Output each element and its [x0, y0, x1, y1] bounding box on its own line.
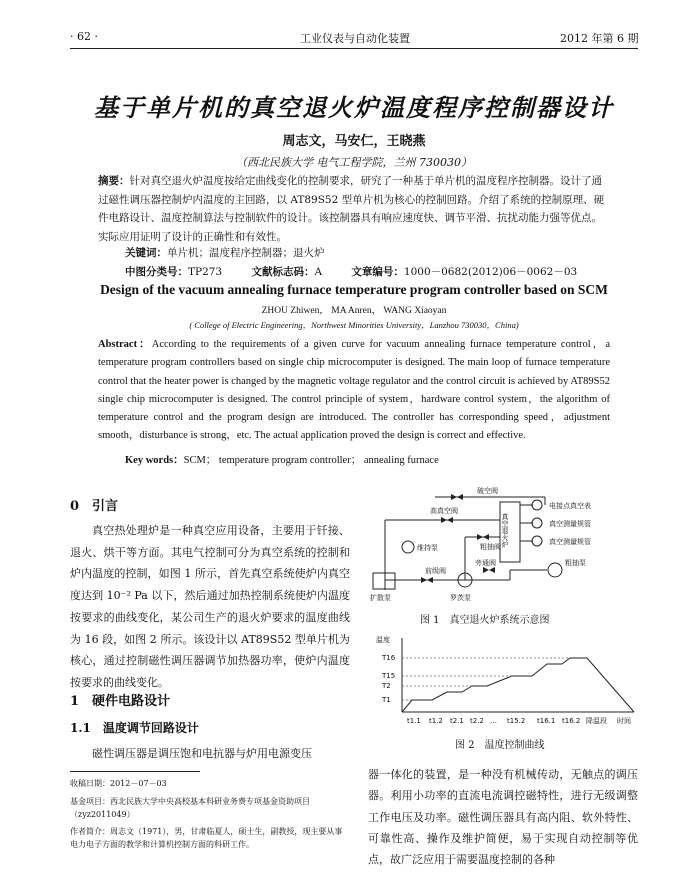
journal-name: 工业仪表与自动化装置 — [300, 32, 410, 45]
label-rough-pump: 粗抽泵 — [565, 559, 586, 567]
footnote-fund: 基金项目：西北民族大学中央高校基本科研业务费专项基金资助项目（zyz2011049） — [70, 797, 310, 819]
fig2-xtick-6: t16.1 — [537, 717, 556, 725]
issue-label: 2012 年第 6 期 — [560, 32, 639, 45]
keywords-cn — [125, 245, 325, 260]
footnote-rule — [70, 771, 200, 772]
clc-value: TP273 — [188, 266, 223, 278]
abstract-cn — [98, 172, 610, 246]
fig2-xlabel: 时间 — [617, 717, 631, 725]
paper-title: 基于单片机的真空退火炉温度程序控制器设计 — [94, 93, 614, 122]
abstract-en-label: Abstract： — [98, 339, 152, 350]
classification — [125, 264, 625, 279]
fig2-xtick-4: … — [490, 717, 497, 725]
fig2-ytick-t1: T1 — [382, 696, 391, 704]
label-roots-pump: 罗茨泵 — [450, 594, 471, 602]
authors-en: ZHOU Zhiwen， MA Anren， WANG Xiaoyan — [261, 306, 447, 316]
figure-1-diagram — [365, 485, 640, 610]
right-column-text: 器一体化的装置，是一种没有机械传动，无触点的调压器。利用小功率的直流电流调控磁特性，进行无级调整工作电压及功率。磁性调压器具有高内阻、软外特性、可靠性高、操作及维护简便，易于实现自动控制等优点，故广泛应用于需要温度控制的各种 — [368, 768, 638, 867]
intro-paragraph: 真空热处理炉是一种真空应用设备，主要用于钎接、退火、烘干等方面。其电气控制可分为真空系统的控制和炉内温度的控制，如图 1 所示，首先真空系统使炉内真空度达到 10⁻² Pa 以下，然后通过加热控制系统使炉内温度按要求的曲线变化，某公司生产的退火炉要求的温度曲线为 16 段，如图 2 所示。该设计以 AT89S52 型单片机为核心，通过控制磁性调压器调节加热器功率，使炉内温度按要求的曲线变化。 — [70, 524, 350, 689]
figure-1-caption: 图 1 真空退火炉系统示意图 — [420, 615, 550, 626]
temperature-curve — [402, 658, 634, 712]
label-bypass-valve: 破空阀 — [477, 487, 498, 495]
section-1-1-heading: 1.1 温度调节回路设计 — [70, 721, 199, 735]
abstract-en-text: According to the requirements of a given curve for vacuum annealing furnace temperature control，a temperature program controllers based on single chip microcomputer is designed. The main loop of furnace temperature control that the heater power is changed by the magnetic voltage regulator and the control circuit is achieved by AT89S52 single chip microcomputer is designed. The control principle of system，hardware control system，the algorithm of temperature control and the program design are introduced. The controller has corresponding speed，adjustment smooth，disturbance is strong，etc. The actual application proved the design is correct and effective. — [98, 339, 610, 442]
fig2-ylabel: 温度 — [376, 636, 390, 644]
doc-label: 文献标志码： — [251, 266, 315, 278]
label-bypass: 旁通阀 — [475, 559, 496, 567]
figure-2-caption: 图 2 温度控制曲线 — [455, 740, 545, 751]
fig2-xtick-7: t16.2 — [562, 717, 581, 725]
header-rule — [70, 48, 638, 49]
page-number: · 62 · — [70, 30, 98, 43]
keywords-en-text: SCM； temperature program controller； annealing furnace — [183, 455, 439, 466]
fig2-xtick-5: t15.2 — [507, 717, 526, 725]
authors: 周志文，马安仁，王晓燕 — [282, 134, 426, 149]
label-furnace: 真空退火炉 — [501, 513, 509, 548]
label-fore-valve: 前级阀 — [425, 567, 446, 575]
fig2-descent-label: 降温段 — [586, 717, 607, 725]
footnote-received: 收稿日期：2012－07－03 — [70, 779, 167, 788]
label-vac-meter-2: 真空测量规管 — [549, 538, 591, 546]
fig2-xtick-2: t2.1 — [450, 717, 464, 725]
doc-value: A — [314, 266, 323, 278]
keywords-cn-text: 单片机；温度程序控制器；退火炉 — [167, 247, 325, 259]
footnote-author: 作者简介：周志文（1971），男，甘肃临夏人，硕士生，副教授，现主要从事电力电子方面的教学和计算机控制方面的科研工作。 — [70, 827, 343, 849]
label-rough-valve: 粗抽阀 — [480, 543, 501, 551]
section-0-heading: 0 引言 — [70, 499, 119, 514]
label-high-vac-valve: 高真空阀 — [430, 507, 458, 515]
abstract-cn-label: 摘要： — [98, 175, 130, 187]
article-value: 1000－0682(2012)06－0062－03 — [403, 266, 578, 278]
keywords-en — [125, 452, 439, 467]
article-label: 文章编号： — [351, 266, 404, 278]
affiliation: （西北民族大学 电气工程学院，兰州 730030） — [236, 156, 472, 169]
fig2-ytick-t2: T2 — [382, 682, 391, 690]
fig2-xtick-1: t1.2 — [429, 717, 443, 725]
label-maint-pump: 维持泵 — [417, 544, 438, 552]
label-diff-pump: 扩散泵 — [370, 594, 391, 602]
abstract-cn-text: 针对真空退火炉温度按给定曲线变化的控制要求，研究了一种基于单片机的温度程序控制器。设计了通过磁性调压器控制炉内温度的主回路，以 AT89S52 型单片机为核心的控制回路。介绍了系统的控制原理、硬件电路设计、温度控制算法与控制软件的设计。该控制器具有响应速度快、调节平滑、抗扰动能力强等优点。实际应用证明了设计的正确性和有效性。 — [98, 175, 605, 243]
clc-label: 中图分类号： — [125, 266, 188, 278]
section-1-heading: 1 硬件电路设计 — [70, 694, 171, 709]
fig2-xtick-3: t2.2 — [470, 717, 484, 725]
keywords-cn-label: 关键词： — [125, 247, 167, 259]
abstract-en — [98, 336, 610, 446]
affiliation-en: ( College of Electric Engineering，Northwest Minorities University，Lanzhou 730030，China) — [189, 320, 519, 330]
keywords-en-label: Key words： — [125, 455, 184, 466]
label-vac-meter-1: 真空测量规管 — [549, 520, 591, 528]
fig2-xtick-0: t1.1 — [407, 717, 421, 725]
title-en: Design of the vacuum annealing furnace temperature program controller based on SCM — [100, 282, 608, 297]
label-ctrl-meter: 电接点真空表 — [549, 502, 591, 510]
fig2-ytick-t15: T15 — [382, 672, 396, 680]
section-1-1-text: 磁性调压器是调压饱和电抗器与炉用电源变压 — [92, 747, 312, 760]
figure-2-chart — [372, 630, 644, 730]
fig2-ytick-t16: T16 — [382, 654, 396, 662]
